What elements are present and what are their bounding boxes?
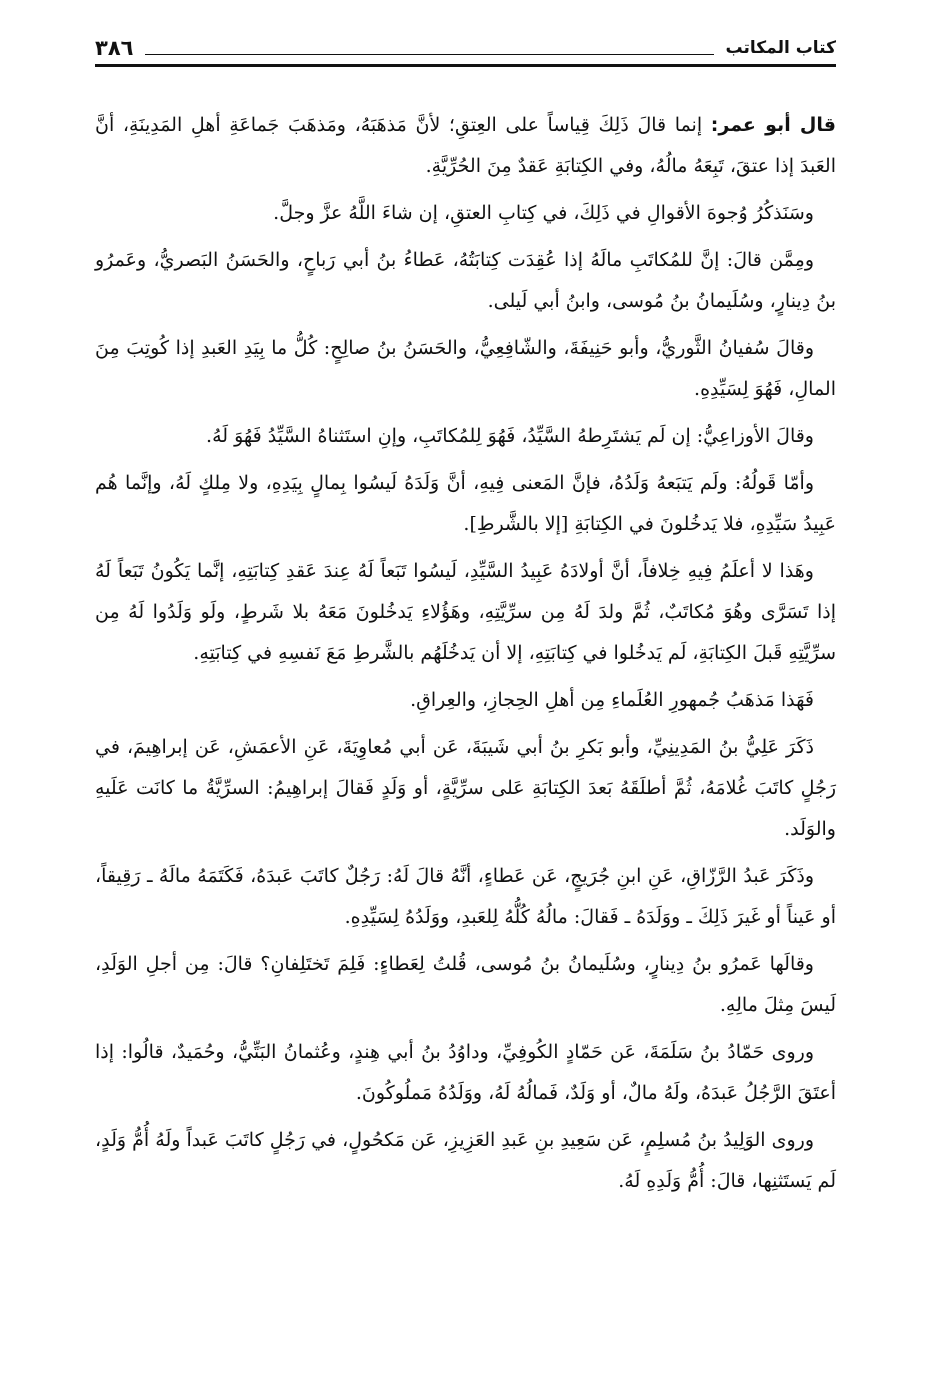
paragraph: وقالَ سُفيانُ الثَّوريُّ، وأبو حَنِيفَةَ، والشّافِعِيُّ، والحَسَنُ بنُ صالِحٍ: كُلُّ ما بِيَدِ العَبدِ إذا كُوتِبَ مِنَ المالِ، فَهُوَ لِسَيِّدِهِ.: [95, 337, 836, 400]
paragraph-text: إنما قالَ ذَلِكَ قِياساً على العِتقِ؛ لأنَّ مَذهَبَهُ، ومَذهَبَ جَماعَةِ أهلِ المَدِينَةِ، أنَّ العَبدَ إذا عتقَ، تَبِعَهُ مالُهُ، وفي الكِتابَةِ عَقدٌ مِنَ الحُرِّيَّةِ.: [95, 114, 836, 177]
page-number: ٣٨٦: [95, 36, 134, 60]
paragraph: [95, 105, 836, 187]
header-rule: [145, 54, 713, 55]
paragraph: وهَذا لا أعلَمُ فِيهِ خِلافاً، أنَّ أولادَهُ عَبِيدُ السَّيِّدِ، لَيسُوا تَبَعاً لَهُ عِندَ عَقدِ كِتابَتِهِ، إنَّما يَكُونُ تَبَعاً لَهُ إذا تَسَرَّى وهُوَ مُكاتَبٌ، ثُمَّ ولدَ لَهُ مِن سرِّيَّتِهِ، وهَؤُلاءِ يَدخُلونَ مَعَهُ بلا شَرطٍ، ولَو وَلَدُوا لَهُ مِن سرِّيَّتِهِ قَبلَ الكِتابَةِ، لَم يَدخُلوا في كِتابَتِهِ، إلا أن يَدخُلَهُم بالشَّرطِ مَعَ نَفسِهِ في كِتابَتِهِ.: [95, 560, 836, 664]
paragraph: وأمّا قَولُهُ: ولَم يَتبَعهُ وَلَدُهُ، فإنَّ المَعنى فِيهِ، أنَّ وَلَدَهُ لَيسُوا بِمالٍ بِيَدِهِ، ولا مِلكٍ لَهُ، وإنَّما هُم عَبِيدُ سَيِّدِهِ، فلا يَدخُلونَ في الكِتابَةِ [إلا بالشَّرطِ].: [95, 472, 836, 535]
paragraph: وذَكَرَ عَبدُ الرَّزّاقِ، عَنِ ابنِ جُرَيجٍ، عَن عَطاءٍ، أنَّهُ قالَ لَهُ: رَجُلٌ كاتَبَ عَبدَهُ، فَكَتَمَهُ مالَهُ ـ رَقِيقاً، أو عَيناً أو غَيرَ ذَلِكَ ـ ووَلَدَهُ ـ فَقالَ: مالُهُ كُلُّهُ لِلعَبدِ، ووَلَدُهُ لِسَيِّدِهِ.: [95, 865, 836, 928]
paragraph: وسَنَذكُرُ وُجوهَ الأقوالِ في ذَلِكَ، في كِتابِ العتقِ، إن شاءَ اللَّهُ عزَّ وجلَّ.: [273, 202, 814, 224]
paragraph: ومِمَّن قالَ: إنَّ للمُكاتَبِ مالَهُ إذا عُقِدَت كِتابَتُهُ، عَطاءُ بنُ أبي رَباحٍ، والحَسَنُ البَصريُّ، وعَمرُو بنُ دِينارٍ، وسُلَيمانُ بنُ مُوسى، وابنُ أبي لَيلى.: [95, 249, 836, 312]
paragraph: وقالَ الأوزاعِيُّ: إن لَم يَشتَرِطهُ السَّيِّدُ، فَهُوَ لِلمُكاتَبِ، وإنِ استَثناهُ السَّيِّدُ فَهُوَ لَهُ.: [206, 425, 814, 447]
paragraph: فَهَذا مَذهَبُ جُمهورِ العُلَماءِ مِن أهلِ الحِجازِ، والعِراقِ.: [410, 689, 814, 711]
book-title: كتاب المكاتب: [725, 38, 836, 58]
paragraph: وقالَها عَمرُو بنُ دِينارٍ، وسُلَيمانُ بنُ مُوسى، قُلتُ لِعَطاءٍ: فَلِمَ تَختَلِفانِ؟ قالَ: مِن أجلِ الوَلَدِ، لَيسَ مِثلَ مالِهِ.: [95, 953, 836, 1016]
paragraph: وروى الوَلِيدُ بنُ مُسلِمٍ، عَن سَعِيدِ بنِ عَبدِ العَزِيزِ، عَن مَكحُولٍ، في رَجُلٍ كاتَبَ عَبداً ولَهُ أُمُّ وَلَدٍ، لَم يَستَثنِها، قالَ: أُمُّ وَلَدِهِ لَهُ.: [95, 1129, 836, 1192]
paragraph: ذَكَرَ عَلِيُّ بنُ المَدِينِيِّ، وأبو بَكرِ بنُ أبي شَيبَةَ، عَن أبي مُعاوِيَةَ، عَنِ الأعمَشِ، عَن إبراهِيمَ، في رَجُلٍ كاتَبَ غُلامَهُ، ثُمَّ أطلَقَهُ بَعدَ الكِتابَةِ عَلى سرِّيَّةٍ، أو وَلَدٍ فَقالَ إبراهِيمُ: السرِّيَّةُ ما كانَت عَلَيهِ والوَلَد.: [95, 736, 836, 840]
speaker-label: قال أبو عمر:: [710, 114, 836, 136]
paragraph: وروى حَمّادُ بنُ سَلَمَةَ، عَن حَمّادٍ الكُوفِيِّ، وداوُدُ بنُ أبي هِندٍ، وعُثمانُ البَتِّيُّ، وحُمَيدٌ، قالُوا: إذا أعتَقَ الرَّجُلُ عَبدَهُ، ولَهُ مالٌ، أو وَلَدٌ، فَمالُهُ لَهُ، ووَلَدُهُ مَملُوكُونَ.: [95, 1041, 836, 1104]
running-header: [95, 28, 836, 67]
page-body: [95, 105, 836, 1202]
book-page: [95, 28, 836, 1348]
